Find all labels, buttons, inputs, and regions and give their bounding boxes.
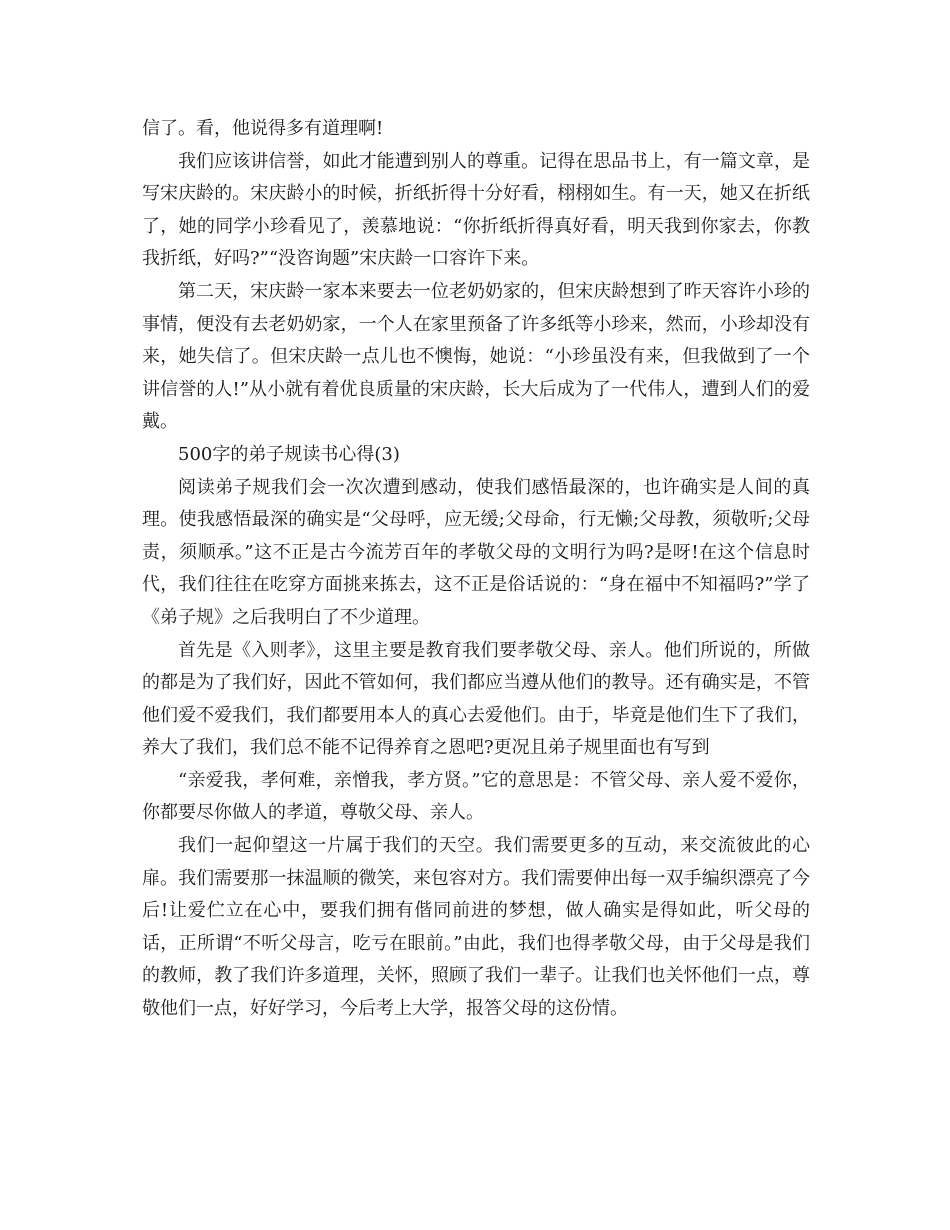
paragraph-continuation: 信了。看，他说得多有道理啊! xyxy=(142,118,384,139)
document-body xyxy=(142,113,810,1026)
section-heading: 500字的弟子规读书心得(3) xyxy=(178,443,400,465)
paragraph-quote: “亲爱我，孝何难，亲憎我，孝方贤。”它的意思是：不管父母、亲人爱不爱你，你都要尽你做人的孝道，尊敬父母、亲人。 xyxy=(142,769,810,824)
paragraph: 我们一起仰望这一片属于我们的天空。我们需要更多的互动，来交流彼此的心扉。我们需要那一抹温顺的微笑，来包容对方。我们需要伸出每一双手编织漂亮了今后!让爱伫立在心中，要我们拥有偕同前进的梦想，做人确实是得如此，听父母的话，正所谓“不听父母言，吃亏在眼前。”由此，我们也得孝敬父母，由于父母是我们的教师，教了我们许多道理，关怀，照顾了我们一辈子。让我们也关怀他们一点，尊敬他们一点，好好学习，今后考上大学，报答父母的这份情。 xyxy=(142,835,810,1020)
paragraph: 首先是《入则孝》，这里主要是教育我们要孝敬父母、亲人。他们所说的，所做的都是为了我们好，因此不管如何，我们都应当遵从他们的教导。还有确实是，不管他们爱不爱我们，我们都要用本人的真心去爱他们。由于，毕竟是他们生下了我们，养大了我们，我们总不能不记得养育之恩吧?更况且弟子规里面也有写到 xyxy=(142,639,810,759)
paragraph: 阅读弟子规我们会一次次遭到感动，使我们感悟最深的，也许确实是人间的真理。使我感悟最深的确实是“父母呼，应无缓;父母命，行无懒;父母教，须敬听;父母责，须顺承。”这不正是古今流芳百年的孝敬父母的文明行为吗?是呀!在这个信息时代，我们往往在吃穿方面挑来拣去，这不正是俗话说的：“身在福中不知福吗?”学了《弟子规》之后我明白了不少道理。 xyxy=(142,476,810,628)
paragraph: 我们应该讲信誉，如此才能遭到别人的尊重。记得在思品书上，有一篇文章，是写宋庆龄的。宋庆龄小的时候，折纸折得十分好看，栩栩如生。有一天，她又在折纸了，她的同学小珍看见了，羡慕地说：“你折纸折得真好看，明天我到你家去，你教我折纸，好吗?”“没咨询题”宋庆龄一口容许下来。 xyxy=(142,150,810,270)
paragraph: 第二天，宋庆龄一家本来要去一位老奶奶家的，但宋庆龄想到了昨天容许小珍的事情，便没有去老奶奶家，一个人在家里预备了许多纸等小珍来，然而，小珍却没有来，她失信了。但宋庆龄一点儿也不懊悔，她说：“小珍虽没有来，但我做到了一个讲信誉的人!”从小就有着优良质量的宋庆龄，长大后成为了一代伟人，遭到人们的爱戴。 xyxy=(142,280,810,433)
